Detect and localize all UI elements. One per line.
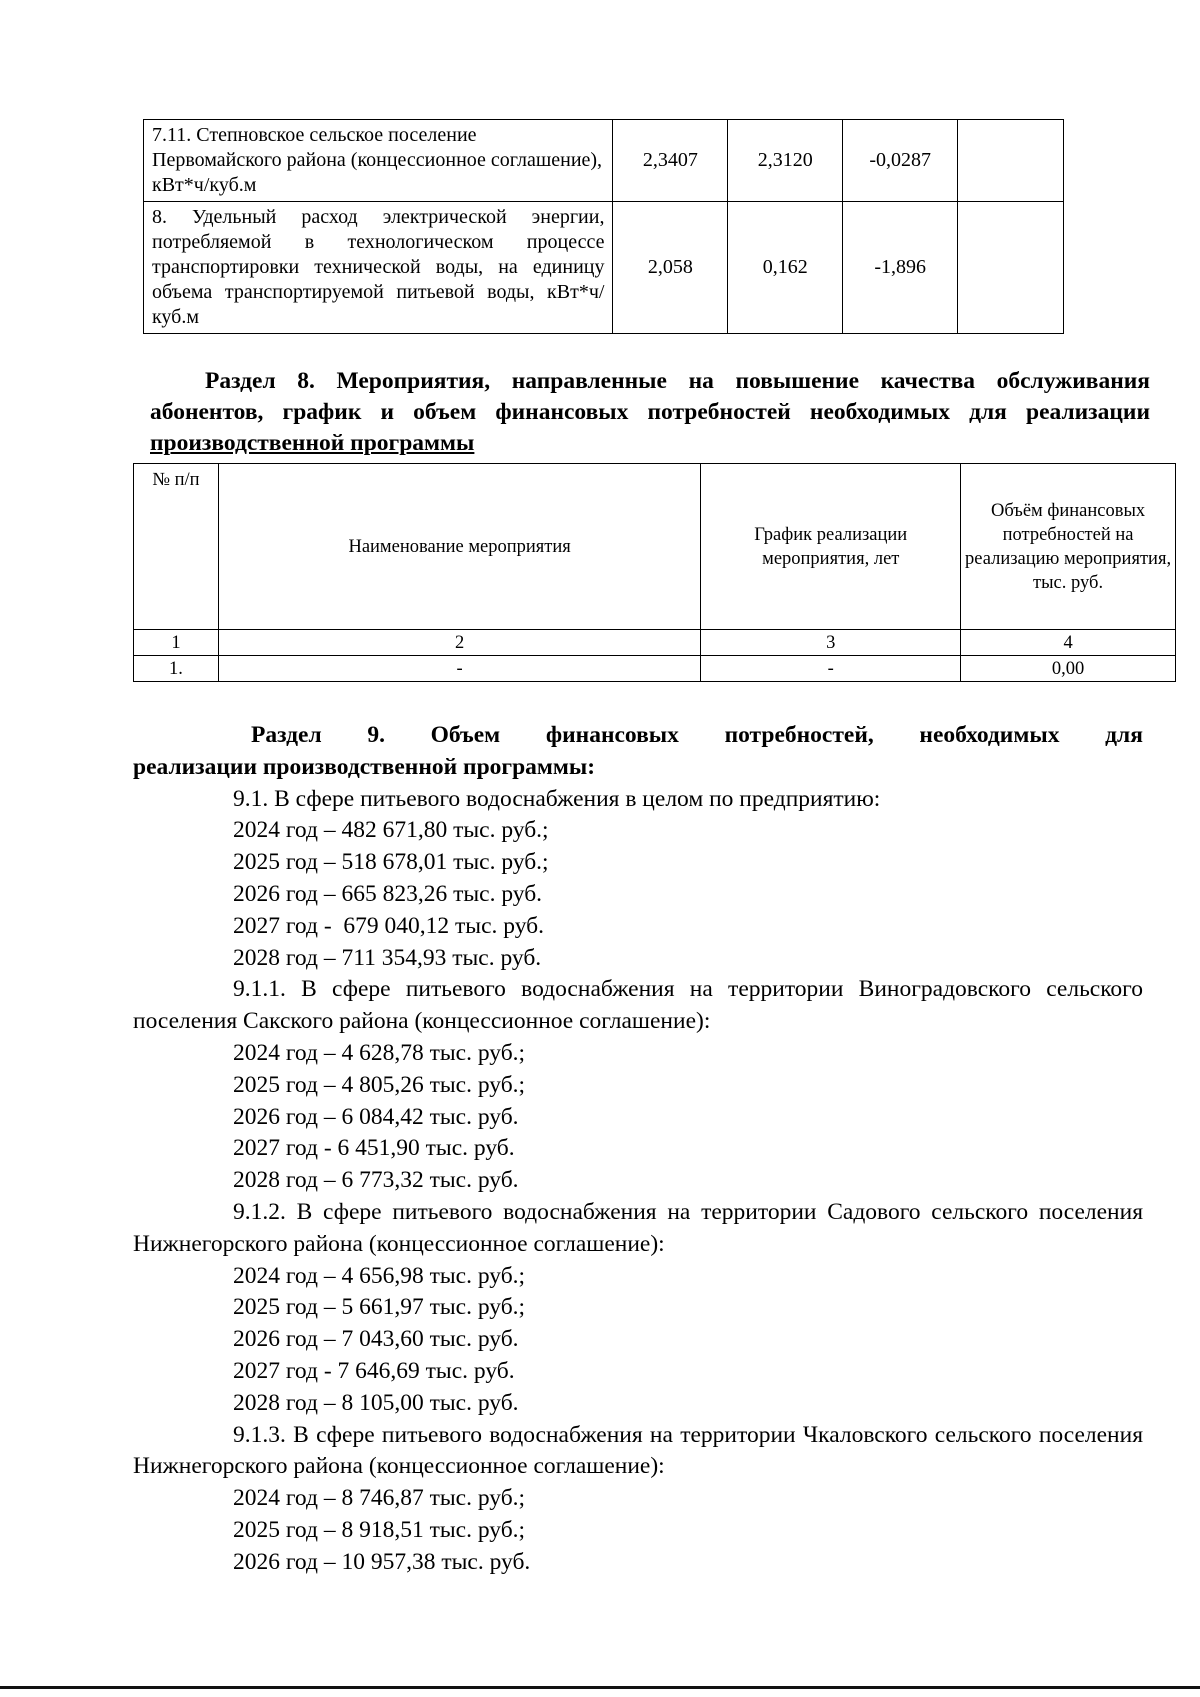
year-line: 2025 год – 4 805,26 тыс. руб.; <box>233 1071 526 1098</box>
section-9-heading <box>133 720 1143 752</box>
value-cell <box>958 120 1064 202</box>
year-line: 2024 год – 482 671,80 тыс. руб.; <box>233 817 549 844</box>
section-9 <box>133 720 1143 1579</box>
year-line: 2027 год - 6 451,90 тыс. руб. <box>233 1135 515 1162</box>
year-line: 2027 год - 679 040,12 тыс. руб. <box>233 912 544 939</box>
table-cell: 0,00 <box>961 656 1176 682</box>
header-cell: Объём финансовых потребностей на реализацию мероприятия, тыс. руб. <box>961 464 1176 630</box>
section-8-title: Раздел 8. Мероприятия, направленные на повышение качества обслуживания абонентов, график и объем финансовых потребностей необходимых для реализации <box>150 368 1150 425</box>
paragraph: 9.1.2. В сфере питьевого водоснабжения на территории Садового сельского поселения Нижнегорского района (концессионное соглашение): <box>133 1198 1143 1257</box>
measures-table <box>133 463 1176 682</box>
value-cell: 2,3407 <box>613 120 728 202</box>
table-cell: - <box>218 656 700 682</box>
header-cell: График реализации мероприятия, лет <box>701 464 961 630</box>
value-cell: -1,896 <box>843 202 958 334</box>
paragraph: 9.1. В сфере питьевого водоснабжения в целом по предприятию: <box>233 785 881 812</box>
year-line: 2025 год – 5 661,97 тыс. руб.; <box>233 1294 526 1321</box>
row-label: 7.11. Степновское сельское поселение Первомайского района (концессионное соглашение), кВт*ч/куб.м <box>144 120 613 202</box>
year-line: 2028 год – 6 773,32 тыс. руб. <box>233 1167 519 1194</box>
indicator-table <box>143 119 1064 334</box>
value-cell: 0,162 <box>728 202 843 334</box>
section-8-title-underlined: производственной программы <box>150 430 475 456</box>
year-line: 2026 год – 6 084,42 тыс. руб. <box>233 1103 519 1130</box>
year-line: 2025 год – 8 918,51 тыс. руб.; <box>233 1516 526 1543</box>
value-cell: 2,3120 <box>728 120 843 202</box>
table-index-row <box>134 630 1176 656</box>
table-cell: - <box>701 656 961 682</box>
page-bottom-rule <box>0 1686 1200 1689</box>
year-line: 2026 год – 665 823,26 тыс. руб. <box>233 880 543 907</box>
year-line: 2024 год – 8 746,87 тыс. руб.; <box>233 1485 526 1512</box>
heading-word: потребностей, <box>724 722 874 748</box>
table-row <box>134 656 1176 682</box>
year-line: 2028 год – 711 354,93 тыс. руб. <box>233 944 542 971</box>
heading-word: Объем <box>430 722 501 748</box>
table-header-row <box>134 464 1176 630</box>
year-line: 2027 год - 7 646,69 тыс. руб. <box>233 1357 515 1384</box>
value-cell <box>958 202 1064 334</box>
paragraph: 9.1.1. В сфере питьевого водоснабжения на территории Виноградовского сельского поселения Сакского района (концессионное соглашение): <box>133 976 1143 1035</box>
year-line: 2026 год – 7 043,60 тыс. руб. <box>233 1326 519 1353</box>
value-cell: -0,0287 <box>843 120 958 202</box>
heading-word: 9. <box>367 722 385 748</box>
table-row <box>144 202 1064 334</box>
year-line: 2025 год – 518 678,01 тыс. руб.; <box>233 849 549 876</box>
index-cell: 4 <box>961 630 1176 656</box>
table-row <box>144 120 1064 202</box>
header-cell: Наименование мероприятия <box>218 464 700 630</box>
header-cell: № п/п <box>134 464 219 630</box>
table-cell: 1. <box>134 656 219 682</box>
section-8-heading <box>150 366 1150 459</box>
year-line: 2024 год – 4 656,98 тыс. руб.; <box>233 1262 526 1289</box>
row-label: 8. Удельный расход электрической энергии, потребляемой в технологическом процессе транспортировки технической воды, на единицу объема транспортируемой питьевой воды, кВт*ч/куб.м <box>144 202 613 334</box>
paragraph: 9.1.3. В сфере питьевого водоснабжения на территории Чкаловского сельского поселения Нижнегорского района (концессионное соглашение): <box>133 1421 1143 1480</box>
index-cell: 3 <box>701 630 961 656</box>
heading-word: Раздел <box>251 722 322 748</box>
heading-word: необходимых <box>919 722 1060 748</box>
index-cell: 1 <box>134 630 219 656</box>
year-line: 2028 год – 8 105,00 тыс. руб. <box>233 1389 519 1416</box>
heading-word: финансовых <box>545 722 679 748</box>
year-line: 2026 год – 10 957,38 тыс. руб. <box>233 1548 531 1575</box>
value-cell: 2,058 <box>613 202 728 334</box>
section-9-heading-line2: реализации производственной программы: <box>133 753 596 780</box>
heading-word: для <box>1105 722 1143 748</box>
index-cell: 2 <box>218 630 700 656</box>
year-line: 2024 год – 4 628,78 тыс. руб.; <box>233 1039 526 1066</box>
